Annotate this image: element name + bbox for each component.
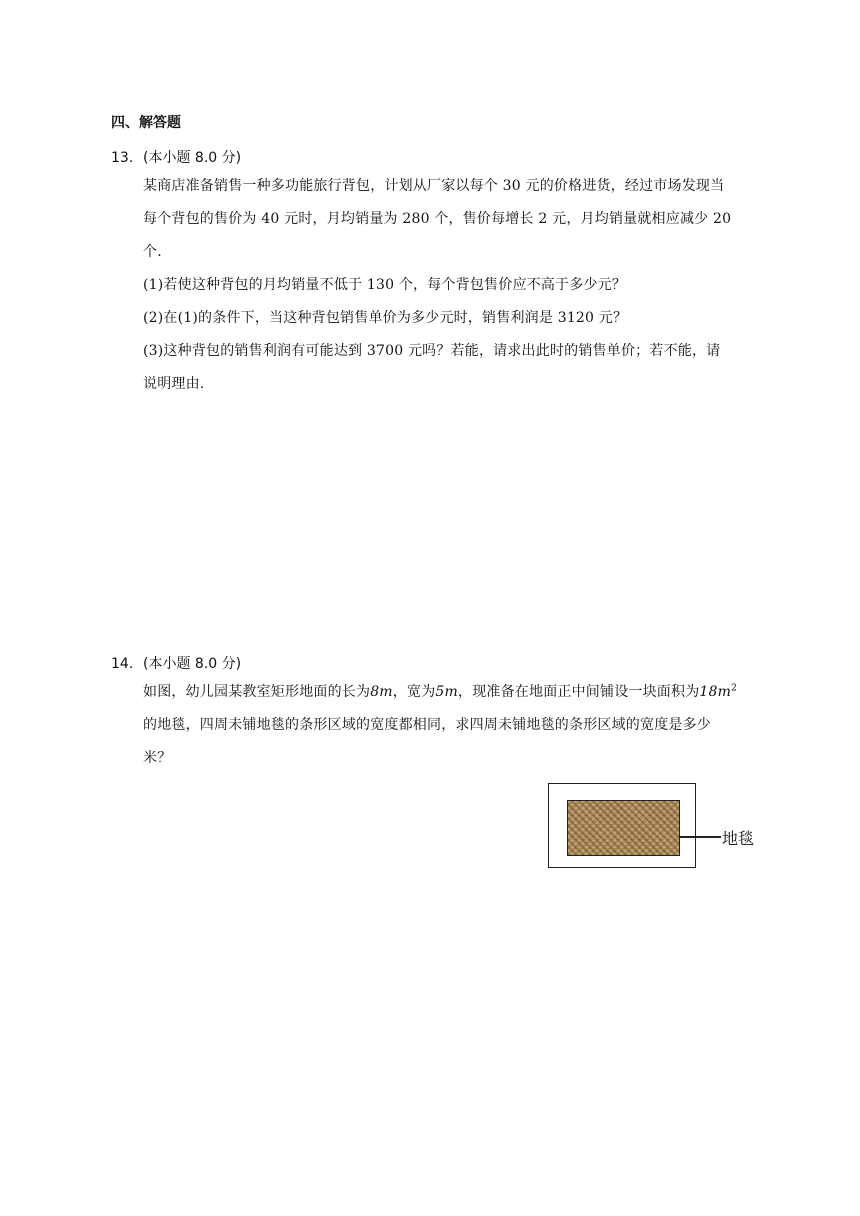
carpet-leader-line: [679, 836, 721, 838]
question-13-line-1: 某商店准备销售一种多功能旅行背包，计划从厂家以每个 30 元的价格进货，经过市场发现当: [143, 178, 725, 194]
room-floor-figure: [548, 783, 696, 868]
question-14-line-1: [143, 676, 757, 709]
carpet-label: 地毯: [722, 829, 755, 848]
question-14-line-2: 的地毯，四周未铺地毯的条形区域的宽度都相同，求四周未铺地毯的条形区域的宽度是多少: [143, 717, 711, 733]
question-13-line-3: 个.: [143, 244, 162, 260]
room-length: 8m: [370, 684, 393, 700]
carpet-area-exponent: 2: [731, 683, 738, 694]
question-13-line-2: 每个背包的售价为 40 元时，月均销量为 280 个，售价每增长 2 元，月均销量就相应减少 20: [143, 211, 732, 227]
question-13-body: [143, 170, 757, 401]
question-14-text-c: ，现准备在地面正中间铺设一块面积为: [458, 684, 700, 700]
question-13-number: 13.: [111, 150, 134, 166]
question-13-part-2: (2)在(1)的条件下，当这种背包销售单价为多少元时，销售利润是 3120 元？: [143, 310, 628, 326]
question-14-score: (本小题 8.0 分): [143, 656, 242, 672]
question-13-part-3: (3)这种背包的销售利润有可能达到 3700 元吗？若能，请求出此时的销售单价；若不能，请: [143, 343, 721, 359]
question-13-score: (本小题 8.0 分): [143, 150, 242, 166]
section-title: 四、解答题: [111, 115, 181, 131]
question-14-text-a: 如图，幼儿园某教室矩形地面的长为: [143, 684, 371, 700]
question-14-text-b: ，宽为: [392, 684, 436, 700]
question-14-line-3: 米？: [143, 750, 172, 766]
carpet-rectangle: [567, 800, 680, 856]
carpet-area: 18m: [699, 684, 732, 700]
question-13-header: [111, 147, 241, 167]
question-13-part-3-cont: 说明理由.: [143, 376, 205, 392]
question-13-part-1: (1)若使这种背包的月均销量不低于 130 个，每个背包售价应不高于多少元？: [143, 277, 627, 293]
room-width: 5m: [435, 684, 458, 700]
question-14-number: 14.: [111, 656, 134, 672]
question-14-body: [143, 676, 757, 775]
question-14-header: [111, 653, 241, 673]
